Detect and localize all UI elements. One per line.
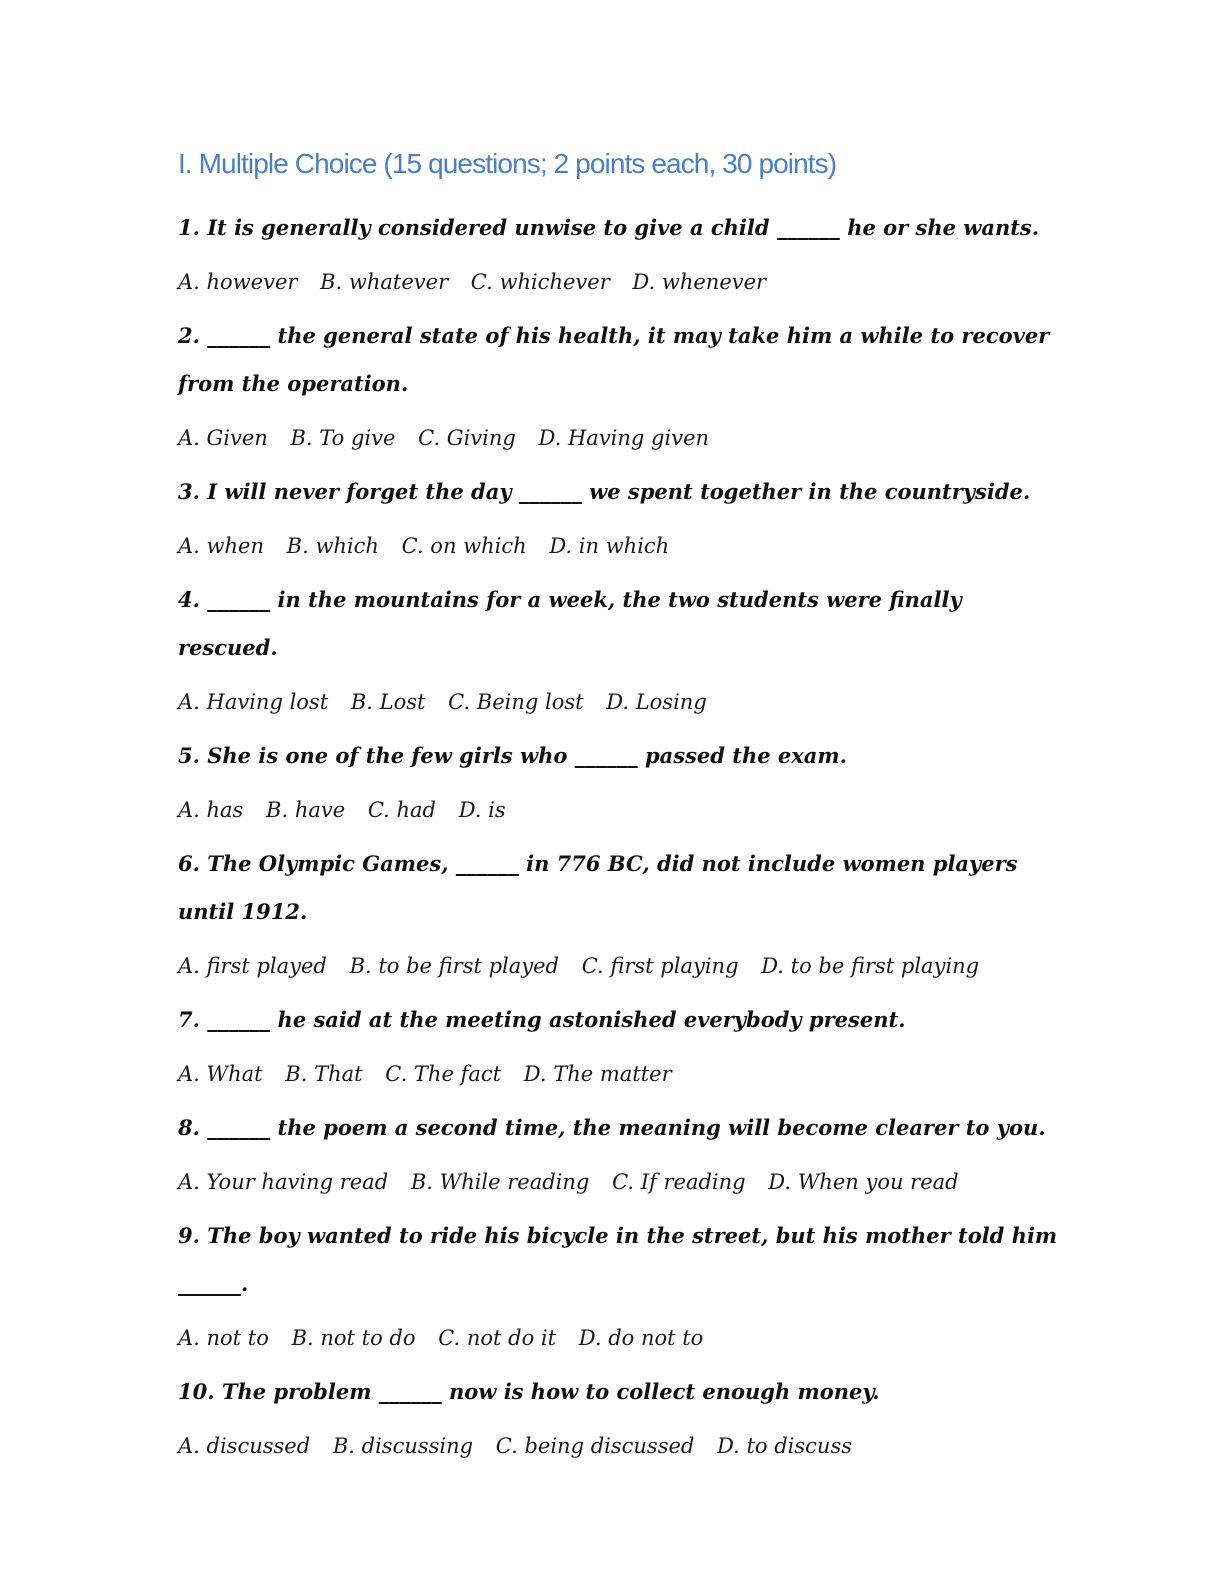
option-8a: A. Your having read — [178, 1170, 389, 1194]
question-10: 10. The problem ______ now is how to collect enough money. — [178, 1379, 880, 1404]
option-6c: C. first playing — [581, 954, 739, 978]
option-7a: A. What — [178, 1062, 263, 1086]
options-5 — [178, 786, 1058, 834]
option-2a: A. Given — [178, 426, 268, 450]
options-6 — [178, 942, 1058, 990]
option-5d: D. is — [458, 798, 506, 822]
option-9a: A. not to — [178, 1326, 269, 1350]
option-8c: C. If reading — [612, 1170, 746, 1194]
option-4c: C. Being lost — [448, 690, 584, 714]
options-4 — [178, 678, 1058, 726]
question-6: 6. The Olympic Games, ______ in 776 BC, did not include women players until 1912. — [178, 851, 1018, 924]
options-2 — [178, 414, 1058, 462]
option-5c: C. had — [367, 798, 437, 822]
option-4d: D. Losing — [606, 690, 707, 714]
option-2d: D. Having given — [538, 426, 710, 450]
option-7d: D. The matter — [523, 1062, 672, 1086]
option-3b: B. which — [286, 534, 379, 558]
option-9b: B. not to do — [291, 1326, 416, 1350]
question-7: 7. ______ he said at the meeting astonished everybody present. — [178, 1007, 906, 1032]
options-3 — [178, 522, 1058, 570]
option-10a: A. discussed — [178, 1434, 311, 1458]
options-9 — [178, 1314, 1058, 1362]
option-7c: C. The fact — [385, 1062, 502, 1086]
option-3a: A. when — [178, 534, 264, 558]
option-1d: D. whenever — [632, 270, 767, 294]
option-6d: D. to be first playing — [761, 954, 980, 978]
options-10 — [178, 1422, 1058, 1470]
options-7 — [178, 1050, 1058, 1098]
option-10c: C. being discussed — [495, 1434, 695, 1458]
section-title: I. Multiple Choice (15 questions; 2 points each, 30 points) — [178, 148, 837, 179]
option-8b: B. While reading — [410, 1170, 590, 1194]
option-3c: C. on which — [401, 534, 527, 558]
options-1 — [178, 258, 1058, 306]
option-4a: A. Having lost — [178, 690, 329, 714]
option-2b: B. To give — [290, 426, 396, 450]
question-9: 9. The boy wanted to ride his bicycle in the street, but his mother told him ______. — [178, 1223, 1058, 1296]
question-4: 4. ______ in the mountains for a week, the two students were finally rescued. — [178, 587, 962, 660]
option-1a: A. however — [178, 270, 298, 294]
question-5: 5. She is one of the few girls who ______ passed the exam. — [178, 743, 847, 768]
option-7b: B. That — [285, 1062, 363, 1086]
options-8 — [178, 1158, 1058, 1206]
question-2: 2. ______ the general state of his health, it may take him a while to recover from the operation. — [178, 323, 1050, 396]
option-4b: B. Lost — [350, 690, 426, 714]
question-3: 3. I will never forget the day ______ we spent together in the countryside. — [178, 479, 1031, 504]
option-9d: D. do not to — [578, 1326, 704, 1350]
option-10b: B. discussing — [332, 1434, 474, 1458]
option-9c: C. not do it — [438, 1326, 557, 1350]
option-8d: D. When you read — [768, 1170, 959, 1194]
question-8: 8. ______ the poem a second time, the meaning will become clearer to you. — [178, 1115, 1046, 1140]
question-1: 1. It is generally considered unwise to give a child ______ he or she wants. — [178, 215, 1040, 240]
option-6a: A. first played — [178, 954, 327, 978]
question-list — [178, 204, 1058, 1476]
option-1b: B. whatever — [320, 270, 449, 294]
option-6b: B. to be first played — [349, 954, 559, 978]
option-2c: C. Giving — [418, 426, 516, 450]
option-1c: C. whichever — [470, 270, 610, 294]
option-5a: A. has — [178, 798, 244, 822]
option-10d: D. to discuss — [717, 1434, 853, 1458]
option-3d: D. in which — [549, 534, 670, 558]
option-5b: B. have — [266, 798, 346, 822]
